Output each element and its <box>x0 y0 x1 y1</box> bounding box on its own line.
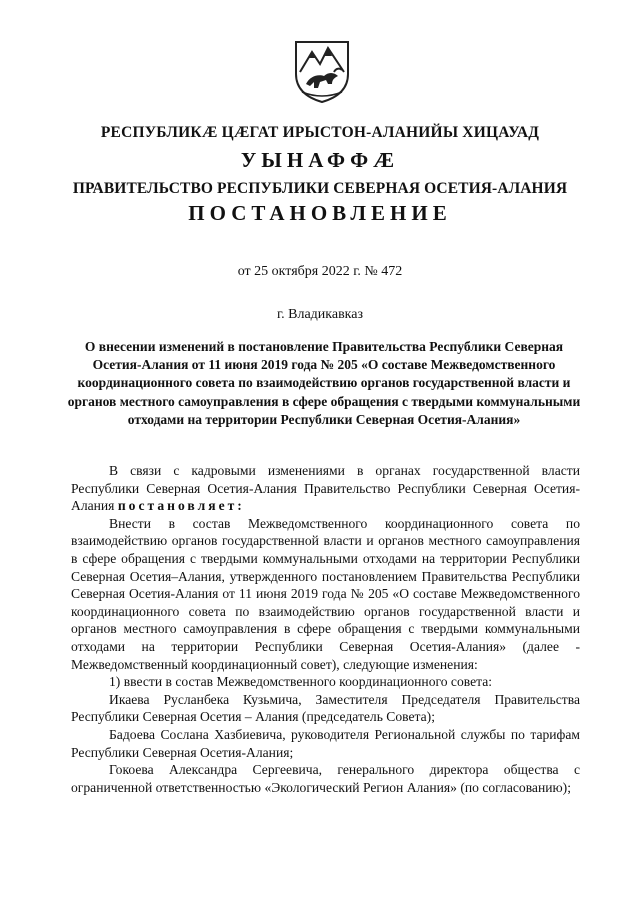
preamble-paragraph <box>71 462 580 515</box>
member-2: Бадоева Сослана Хазбиевича, руководителя Региональной службы по тарифам Республики Северная Осетия-Алания; <box>71 726 580 760</box>
ossetian-decree-heading: УЫНАФФӔ <box>240 148 400 172</box>
paragraph-1: Внести в состав Межведомственного координационного совета по взаимодействию органов государственной власти и органов местного самоуправления в сфере обращения с твердыми коммунальными отходами на территории Республики Северная Осетия–Алания, утвержденного постановлением Правительства Республики Северная Осетия-Алания от 11 июня 2019 года № 205 «О составе Межведомственного координационного совета по взаимодействию органов государственной власти и органов местного самоуправления в сфере обращения с твердыми коммунальными отходами на территории Республики Северная Осетия-Алания» (далее - Межведомственный координационный совет), следующие изменения: <box>71 515 580 672</box>
russian-government-name: ПРАВИТЕЛЬСТВО РЕСПУБЛИКИ СЕВЕРНАЯ ОСЕТИЯ-АЛАНИЯ <box>72 180 568 197</box>
document-city: г. Владикавказ <box>276 307 364 322</box>
document-title: О внесении изменений в постановление Правительства Республики Северная Осетия-Алания от 11 июня 2019 года № 205 «О составе Межведомственного координационного совета по взаимодействию органов государственной власти и органов местного самоуправления в сфере обращения с твердыми коммунальными отходами на территории Республики Северная Осетия-Алания» <box>67 339 581 427</box>
member-3: Гокоева Александра Сергеевича, генерального директора общества с ограниченной ответственностью «Экологический Регион Алания» (по согласованию); <box>71 762 580 795</box>
document-body <box>71 462 580 796</box>
decrees-word: постановляет: <box>117 498 245 514</box>
member-1: Икаева Русланбека Кузьмича, Заместителя Председателя Правительства Республики Северная Осетия – Алания (председатель Совета); <box>71 691 580 725</box>
decree-number: № 472 <box>364 264 403 279</box>
russian-decree-heading: ПОСТАНОВЛЕНИЕ <box>188 201 452 225</box>
document-dateline <box>0 264 640 280</box>
ossetian-government-name: РЕСПУБЛИКӔ ЦӔГАТ ИРЫСТОН-АЛАНИЙЫ ХИЦАУАД <box>100 124 540 141</box>
decree-date: от 25 октября 2022 г. <box>237 264 361 279</box>
coat-of-arms-emblem-icon <box>290 38 354 104</box>
item-1: 1) ввести в состав Межведомственного координационного совета: <box>109 674 493 690</box>
preamble-text: В связи с кадровыми изменениями в органах государственной власти Республики Северная Осетия-Алания Правительство Республики Северная Осетия-Алания <box>71 463 580 514</box>
